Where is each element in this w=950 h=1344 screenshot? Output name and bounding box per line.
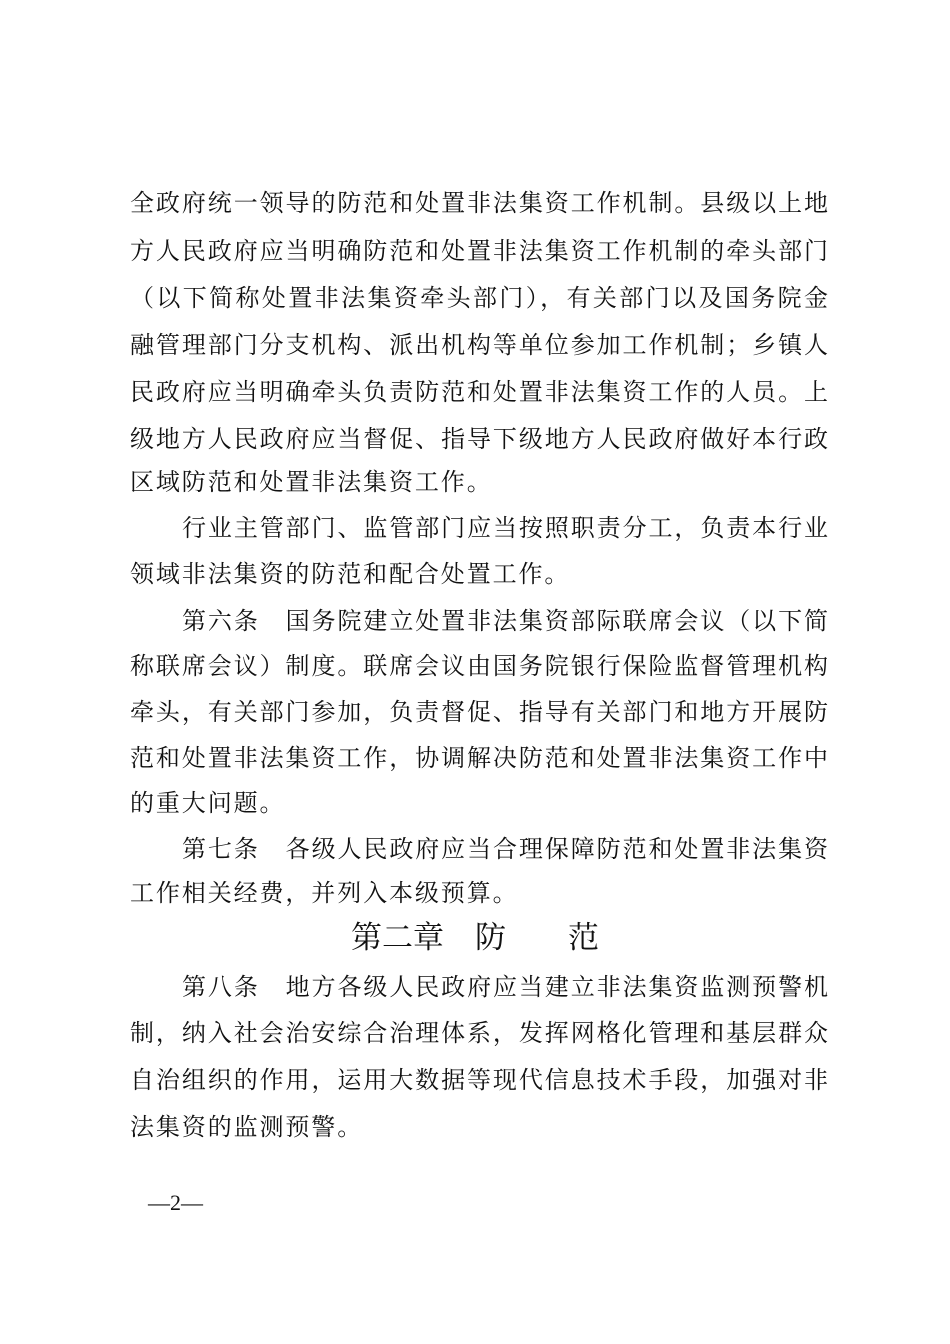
- text-line: 方人民政府应当明确防范和处置非法集资工作机制的牵头部门: [130, 237, 828, 265]
- text-line: 融管理部门分支机构、派出机构等单位参加工作机制；乡镇人: [130, 331, 828, 359]
- text-line: 全政府统一领导的防范和处置非法集资工作机制。县级以上地: [130, 189, 828, 217]
- text-line: 范和处置非法集资工作，协调解决防范和处置非法集资工作中: [130, 744, 828, 772]
- text-line: 领域非法集资的防范和配合处置工作。: [130, 560, 571, 588]
- text-line: 行业主管部门、监管部门应当按照职责分工，负责本行业: [182, 514, 828, 542]
- text-line: 自治组织的作用，运用大数据等现代信息技术手段，加强对非: [130, 1066, 828, 1094]
- text-line: 牵头，有关部门参加，负责督促、指导有关部门和地方开展防: [130, 698, 828, 726]
- text-line: 的重大问题。: [130, 789, 286, 817]
- text-line: 法集资的监测预警。: [130, 1113, 364, 1141]
- text-line: （以下简称处置非法集资牵头部门），有关部门以及国务院金: [130, 284, 828, 312]
- text-line: 级地方人民政府应当督促、指导下级地方人民政府做好本行政: [130, 425, 828, 453]
- text-line: 区域防范和处置非法集资工作。: [130, 468, 493, 496]
- text-line: 第七条 各级人民政府应当合理保障防范和处置非法集资: [182, 835, 828, 863]
- page-number: —2—: [148, 1190, 203, 1215]
- chapter-heading: 第二章 防 范: [351, 920, 599, 956]
- text-line: 第六条 国务院建立处置非法集资部际联席会议（以下简: [182, 607, 828, 635]
- text-line: 民政府应当明确牵头负责防范和处置非法集资工作的人员。上: [130, 378, 828, 406]
- text-line: 制，纳入社会治安综合治理体系，发挥网格化管理和基层群众: [130, 1019, 828, 1047]
- text-line: 工作相关经费，并列入本级预算。: [130, 879, 519, 907]
- text-line: 称联席会议）制度。联席会议由国务院银行保险监督管理机构: [130, 652, 828, 680]
- text-line: 第八条 地方各级人民政府应当建立非法集资监测预警机: [182, 973, 828, 1001]
